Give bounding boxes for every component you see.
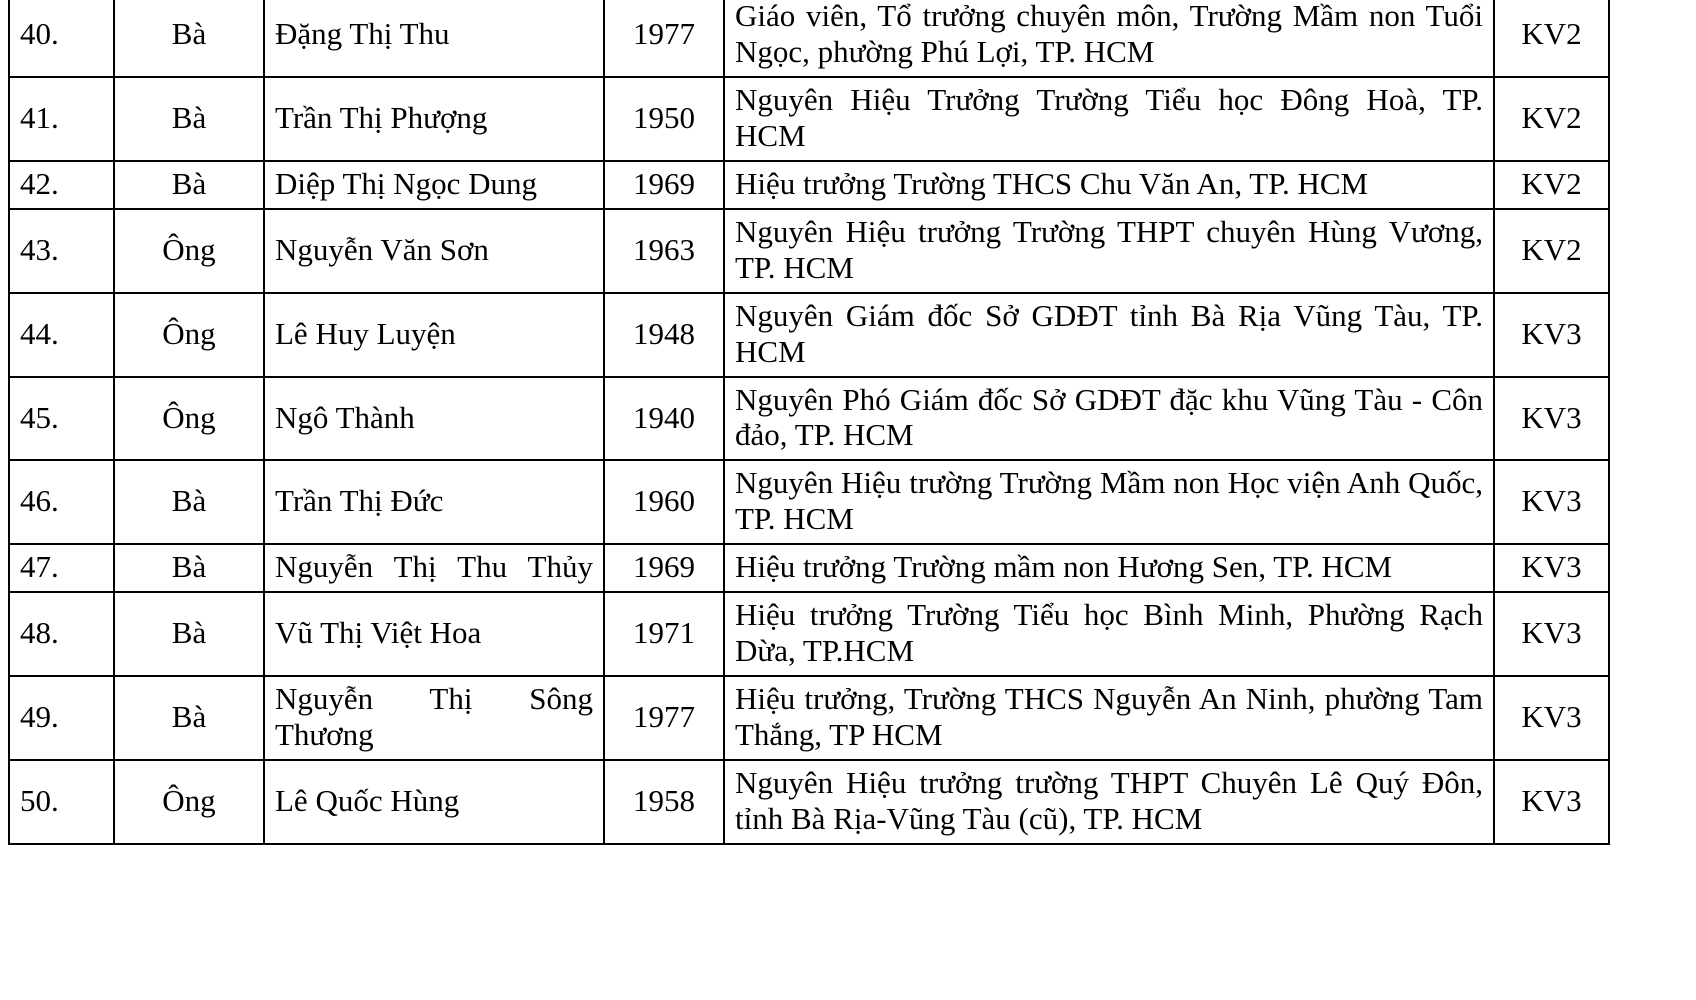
table-row [9, 77, 1609, 161]
row-stt: 45. [9, 377, 114, 461]
row-stt: 50. [9, 760, 114, 844]
row-name: Nguyễn Thị Thu Thủy [264, 544, 604, 592]
row-position: Nguyên Phó Giám đốc Sở GDĐT đặc khu Vũng Tàu - Côn đảo, TP. HCM [724, 377, 1494, 461]
row-name: Nguyễn Văn Sơn [264, 209, 604, 293]
row-year: 1969 [604, 544, 724, 592]
row-position: Nguyên Hiệu Trưởng Trường Tiểu học Đông Hoà, TP. HCM [724, 77, 1494, 161]
table-row [9, 760, 1609, 844]
row-title: Ông [114, 377, 264, 461]
row-title: Bà [114, 460, 264, 544]
row-region: KV2 [1494, 209, 1609, 293]
row-year: 1958 [604, 760, 724, 844]
row-year: 1948 [604, 293, 724, 377]
row-region: KV3 [1494, 544, 1609, 592]
row-stt: 44. [9, 293, 114, 377]
row-position: Giáo viên, Tổ trưởng chuyên môn, Trường Mầm non Tuổi Ngọc, phường Phú Lợi, TP. HCM [724, 0, 1494, 77]
row-year: 1977 [604, 676, 724, 760]
row-position: Hiệu trưởng, Trường THCS Nguyễn An Ninh, phường Tam Thắng, TP HCM [724, 676, 1494, 760]
row-year: 1963 [604, 209, 724, 293]
row-name: Diệp Thị Ngọc Dung [264, 161, 604, 209]
table-row [9, 544, 1609, 592]
row-year: 1940 [604, 377, 724, 461]
row-title: Ông [114, 209, 264, 293]
row-name: Lê Quốc Hùng [264, 760, 604, 844]
row-title: Bà [114, 161, 264, 209]
row-title: Ông [114, 760, 264, 844]
row-position: Nguyên Giám đốc Sở GDĐT tỉnh Bà Rịa Vũng Tàu, TP. HCM [724, 293, 1494, 377]
row-position: Hiệu trưởng Trường THCS Chu Văn An, TP. HCM [724, 161, 1494, 209]
row-year: 1977 [604, 0, 724, 77]
row-region: KV2 [1494, 161, 1609, 209]
row-region: KV3 [1494, 377, 1609, 461]
table-row [9, 676, 1609, 760]
row-title: Bà [114, 592, 264, 676]
row-title: Ông [114, 293, 264, 377]
row-title: Bà [114, 676, 264, 760]
row-region: KV3 [1494, 293, 1609, 377]
row-name: Trần Thị Đức [264, 460, 604, 544]
row-stt: 40. [9, 0, 114, 77]
table-body [9, 0, 1609, 844]
row-region: KV2 [1494, 0, 1609, 77]
row-name: Trần Thị Phượng [264, 77, 604, 161]
table-row [9, 209, 1609, 293]
row-title: Bà [114, 0, 264, 77]
table-row [9, 460, 1609, 544]
row-name: Ngô Thành [264, 377, 604, 461]
row-year: 1960 [604, 460, 724, 544]
row-title: Bà [114, 544, 264, 592]
row-position: Nguyên Hiệu trưởng Trường THPT chuyên Hùng Vương, TP. HCM [724, 209, 1494, 293]
honoree-list-table [8, 0, 1610, 845]
row-name: Vũ Thị Việt Hoa [264, 592, 604, 676]
row-position: Hiệu trưởng Trường Tiểu học Bình Minh, Phường Rạch Dừa, TP.HCM [724, 592, 1494, 676]
row-stt: 41. [9, 77, 114, 161]
row-stt: 42. [9, 161, 114, 209]
table-row [9, 293, 1609, 377]
row-position: Hiệu trưởng Trường mầm non Hương Sen, TP. HCM [724, 544, 1494, 592]
table-row [9, 0, 1609, 77]
row-title: Bà [114, 77, 264, 161]
table-row [9, 161, 1609, 209]
row-region: KV2 [1494, 77, 1609, 161]
row-position: Nguyên Hiệu trường Trường Mầm non Học viện Anh Quốc, TP. HCM [724, 460, 1494, 544]
row-stt: 46. [9, 460, 114, 544]
row-stt: 43. [9, 209, 114, 293]
table-row [9, 377, 1609, 461]
row-name: Nguyễn Thị Sông Thương [264, 676, 604, 760]
row-region: KV3 [1494, 760, 1609, 844]
table-row [9, 592, 1609, 676]
row-stt: 48. [9, 592, 114, 676]
row-name: Đặng Thị Thu [264, 0, 604, 77]
row-year: 1969 [604, 161, 724, 209]
row-stt: 49. [9, 676, 114, 760]
row-name: Lê Huy Luyện [264, 293, 604, 377]
row-region: KV3 [1494, 592, 1609, 676]
row-position: Nguyên Hiệu trưởng trường THPT Chuyên Lê Quý Đôn, tỉnh Bà Rịa-Vũng Tàu (cũ), TP. HCM [724, 760, 1494, 844]
row-stt: 47. [9, 544, 114, 592]
row-year: 1971 [604, 592, 724, 676]
row-year: 1950 [604, 77, 724, 161]
row-region: KV3 [1494, 676, 1609, 760]
row-region: KV3 [1494, 460, 1609, 544]
